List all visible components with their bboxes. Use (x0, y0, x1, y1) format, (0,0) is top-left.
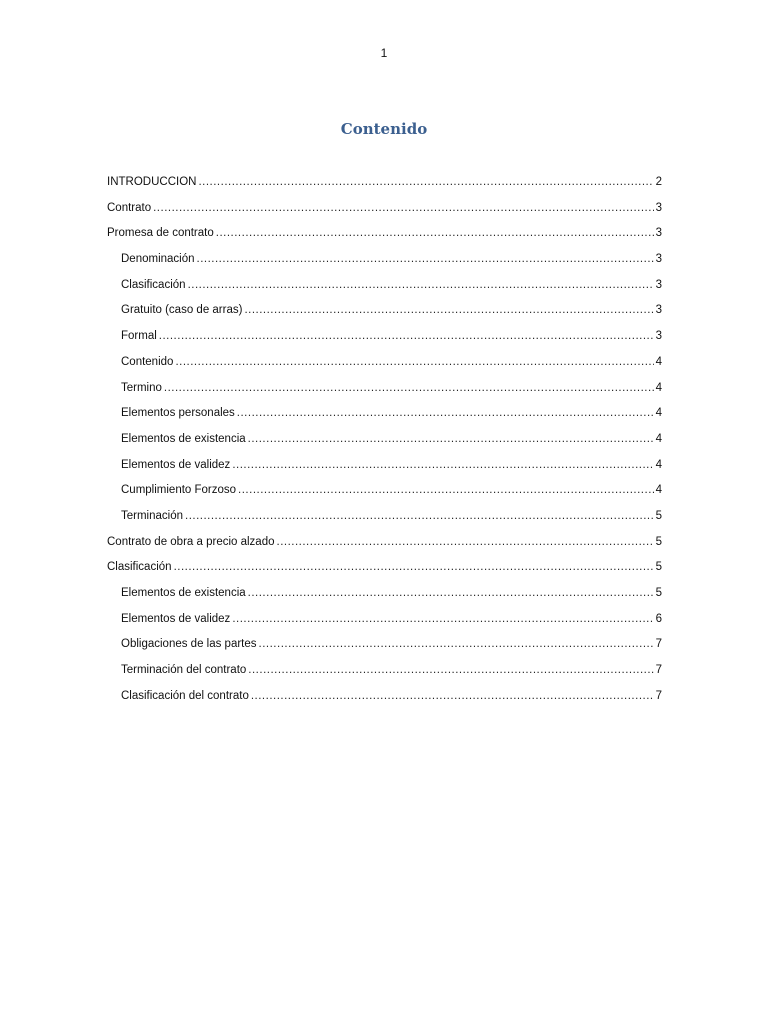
toc-entry-elementos-personales[interactable] (107, 404, 662, 430)
toc-entry-page: 4 (655, 484, 662, 497)
toc-entry-label: Termino (121, 381, 162, 394)
toc-entry-label: Elementos de existencia (121, 432, 246, 445)
toc-entry-label: INTRODUCCION (107, 176, 197, 188)
toc-entry-page: 3 (655, 227, 662, 240)
toc-entry-label: Clasificación (107, 561, 172, 574)
dot-leader (153, 199, 653, 217)
toc-entry-label: Contrato de obra a precio alzado (107, 535, 275, 548)
toc-entry-label: Formal (121, 330, 157, 343)
toc-entry-page: 4 (655, 458, 662, 471)
toc-entry-termino[interactable] (107, 379, 662, 405)
dot-leader (248, 661, 653, 679)
toc-entry-clasificacion-obra[interactable] (107, 558, 662, 584)
toc-entry-page: 2 (655, 176, 662, 188)
toc-entry-page: 4 (655, 355, 662, 368)
dot-leader (175, 353, 653, 371)
toc-entry-page: 5 (655, 535, 662, 548)
toc-entry-terminacion-del-contrato[interactable] (107, 661, 662, 687)
toc-entry-page: 7 (655, 689, 662, 702)
toc-entry-formal[interactable] (107, 327, 662, 353)
toc-entry-cumplimiento-forzoso[interactable] (107, 481, 662, 507)
dot-leader (251, 687, 654, 705)
toc-entry-terminacion[interactable] (107, 507, 662, 533)
dot-leader (216, 224, 654, 242)
toc-entry-label: Elementos de existencia (121, 587, 246, 599)
page-number: 1 (380, 46, 388, 60)
dot-leader (185, 507, 654, 525)
dot-leader (174, 558, 654, 576)
dot-leader (248, 430, 654, 448)
toc-entry-obligaciones-de-las-partes[interactable] (107, 635, 662, 661)
dot-leader (259, 635, 654, 653)
toc-entry-clasificacion[interactable] (107, 276, 662, 302)
dot-leader (197, 250, 654, 268)
toc-entry-label: Promesa de contrato (107, 227, 214, 240)
toc-entry-promesa-de-contrato[interactable] (107, 224, 662, 250)
toc-entry-elementos-de-validez[interactable] (107, 456, 662, 482)
toc-entry-label: Terminación (121, 509, 183, 522)
toc-entry-label: Gratuito (caso de arras) (121, 304, 243, 317)
toc-entry-page: 7 (655, 664, 662, 677)
toc-entry-label: Cumplimiento Forzoso (121, 484, 237, 497)
toc-entry-page: 3 (655, 253, 662, 266)
toc-entry-elementos-de-existencia-obra[interactable] (107, 584, 662, 610)
dot-leader (248, 584, 654, 602)
dot-leader (232, 610, 653, 628)
dot-leader (159, 327, 654, 345)
table-of-contents (107, 173, 662, 712)
toc-entry-page: 4 (655, 407, 662, 420)
toc-entry-label: Terminación del contrato (121, 664, 247, 677)
toc-entry-label: Elementos personales (121, 407, 235, 420)
toc-entry-page: 3 (655, 201, 662, 214)
toc-entry-label: Denominación (121, 253, 195, 266)
toc-entry-denominacion[interactable] (107, 250, 662, 276)
toc-entry-introduccion[interactable] (107, 173, 662, 199)
toc-entry-page: 3 (655, 304, 662, 317)
toc-entry-page: 5 (655, 561, 662, 574)
toc-entry-elementos-de-validez-obra[interactable] (107, 610, 662, 636)
toc-entry-gratuito[interactable] (107, 301, 662, 327)
dot-leader (232, 456, 653, 474)
toc-title: Contenido (340, 120, 428, 138)
toc-entry-label: Elementos de validez (121, 612, 231, 625)
dot-leader (198, 173, 653, 191)
toc-entry-page: 4 (655, 432, 662, 445)
dot-leader (277, 533, 654, 551)
dot-leader (238, 481, 654, 499)
toc-entry-label: Contenido (121, 355, 174, 368)
toc-entry-page: 6 (655, 612, 662, 625)
toc-entry-page: 5 (655, 587, 662, 599)
toc-entry-clasificacion-del-contrato[interactable] (107, 687, 662, 713)
toc-entry-contenido[interactable] (107, 353, 662, 379)
dot-leader (164, 379, 654, 397)
toc-entry-page: 7 (655, 638, 662, 651)
toc-entry-page: 4 (655, 381, 662, 394)
dot-leader (244, 301, 653, 319)
toc-entry-page: 3 (655, 278, 662, 291)
toc-entry-contrato[interactable] (107, 199, 662, 225)
dot-leader (188, 276, 654, 294)
toc-entry-label: Elementos de validez (121, 458, 231, 471)
toc-entry-page: 3 (655, 330, 662, 343)
toc-entry-label: Contrato (107, 201, 152, 214)
toc-entry-label: Clasificación (121, 278, 186, 291)
toc-entry-label: Clasificación del contrato (121, 689, 249, 702)
dot-leader (237, 404, 654, 422)
toc-entry-elementos-de-existencia[interactable] (107, 430, 662, 456)
toc-entry-contrato-de-obra[interactable] (107, 533, 662, 559)
toc-entry-page: 5 (655, 509, 662, 522)
toc-entry-label: Obligaciones de las partes (121, 638, 257, 651)
